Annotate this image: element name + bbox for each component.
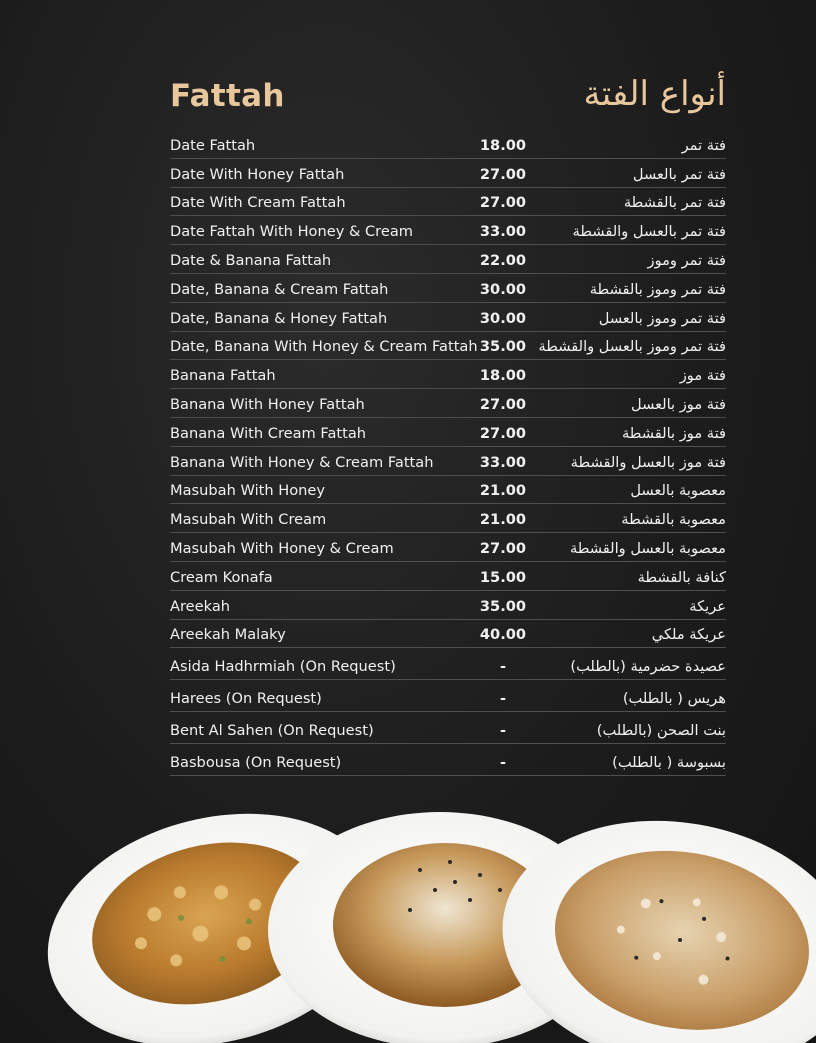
item-name-arabic: فتة موز [679, 367, 726, 385]
item-name-arabic: عريكة ملكي [651, 626, 726, 644]
menu-item-row [170, 447, 726, 476]
menu-item-row [170, 476, 726, 505]
item-name-english: Basbousa (On Request) [170, 754, 342, 772]
item-name-english: Date, Banana & Cream Fattah [170, 280, 389, 298]
item-name-arabic: فتة موز بالعسل [631, 395, 726, 413]
item-name-arabic: عصيدة حضرمية (بالطلب) [570, 658, 726, 676]
item-price: 33.00 [479, 223, 527, 241]
section-title-english: Fattah [170, 78, 285, 114]
menu-item-row [170, 533, 726, 562]
item-name-arabic: معصوبة بالقشطة [621, 511, 726, 529]
item-name-arabic: فتة تمر بالقشطة [623, 194, 726, 212]
item-name-arabic: فتة تمر [681, 136, 726, 154]
item-name-english: Date With Cream Fattah [170, 194, 346, 212]
item-name-english: Areekah Malaky [170, 626, 286, 644]
item-name-english: Bent Al Sahen (On Request) [170, 722, 374, 740]
item-price: 18.00 [479, 367, 527, 385]
item-name-english: Banana Fattah [170, 367, 276, 385]
item-name-english: Masubah With Honey [170, 482, 326, 500]
menu-item-row [170, 389, 726, 418]
item-name-english: Areekah [170, 597, 231, 615]
item-name-arabic: هريس ( بالطلب) [622, 690, 726, 708]
item-name-arabic: فتة موز بالقشطة [621, 424, 726, 442]
menu-item-row [170, 332, 726, 361]
menu-item-row [170, 245, 726, 274]
menu-item-row [170, 562, 726, 591]
item-name-arabic: بنت الصحن (بالطلب) [596, 722, 726, 740]
item-name-arabic: كنافة بالقشطة [637, 568, 726, 586]
item-name-english: Masubah With Cream [170, 511, 327, 529]
food-plates-photo [0, 790, 816, 1043]
item-name-english: Banana With Honey Fattah [170, 395, 365, 413]
item-price: 27.00 [479, 395, 527, 413]
item-name-arabic: بسبوسة ( بالطلب) [612, 754, 726, 772]
item-name-arabic: فتة تمر وموز [647, 251, 726, 269]
menu-item-row [170, 303, 726, 332]
item-name-arabic: فتة تمر وموز بالعسل [598, 309, 726, 327]
item-name-english: Banana With Honey & Cream Fattah [170, 453, 434, 471]
menu-item-row [170, 130, 726, 159]
item-name-english: Date Fattah [170, 136, 256, 154]
menu-item-row [170, 620, 726, 649]
item-price: 27.00 [479, 539, 527, 557]
item-price: 27.00 [479, 424, 527, 442]
item-price: 15.00 [479, 568, 527, 586]
item-name-arabic: فتة موز بالعسل والقشطة [570, 453, 726, 471]
item-price: 33.00 [479, 453, 527, 471]
menu-item-row [170, 680, 726, 712]
menu-item-row [170, 360, 726, 389]
item-name-arabic: معصوبة بالعسل والقشطة [569, 539, 726, 557]
item-name-arabic: فتة تمر وموز بالقشطة [589, 280, 726, 298]
item-price: 27.00 [479, 165, 527, 183]
item-price: 35.00 [479, 338, 527, 356]
item-price: - [499, 658, 507, 676]
item-price: 21.00 [479, 482, 527, 500]
section-title-arabic: أنواع الفتة [583, 74, 726, 114]
item-name-english: Masubah With Honey & Cream [170, 539, 394, 557]
menu-item-row [170, 159, 726, 188]
item-price: 40.00 [479, 626, 527, 644]
menu-item-row [170, 188, 726, 217]
menu-item-row [170, 591, 726, 620]
item-name-english: Date, Banana With Honey & Cream Fattah [170, 338, 478, 356]
menu-item-row [170, 216, 726, 245]
item-price: - [499, 690, 507, 708]
item-name-arabic: عريكة [689, 597, 726, 615]
item-price: - [499, 754, 507, 772]
item-price: 22.00 [479, 251, 527, 269]
item-price: 21.00 [479, 511, 527, 529]
menu-item-row [170, 504, 726, 533]
item-name-english: Cream Konafa [170, 568, 273, 586]
item-name-english: Asida Hadhrmiah (On Request) [170, 658, 396, 676]
menu-list [170, 130, 726, 776]
menu-item-row [170, 274, 726, 303]
item-name-english: Date, Banana & Honey Fattah [170, 309, 388, 327]
item-price: 27.00 [479, 194, 527, 212]
item-price: - [499, 722, 507, 740]
menu-item-row [170, 744, 726, 776]
item-name-arabic: فتة تمر بالعسل [632, 165, 726, 183]
menu-item-row [170, 418, 726, 447]
item-price: 18.00 [479, 136, 527, 154]
item-name-english: Date Fattah With Honey & Cream [170, 223, 413, 241]
item-name-arabic: فتة تمر وموز بالعسل والقشطة [538, 338, 726, 356]
menu-item-row [170, 648, 726, 680]
item-price: 30.00 [479, 280, 527, 298]
item-name-english: Date With Honey Fattah [170, 165, 345, 183]
item-name-english: Banana With Cream Fattah [170, 424, 367, 442]
item-name-english: Date & Banana Fattah [170, 251, 332, 269]
item-name-english: Harees (On Request) [170, 690, 322, 708]
item-price: 30.00 [479, 309, 527, 327]
menu-item-row [170, 712, 726, 744]
item-price: 35.00 [479, 597, 527, 615]
item-name-arabic: فتة تمر بالعسل والقشطة [572, 223, 726, 241]
item-name-arabic: معصوبة بالعسل [630, 482, 726, 500]
